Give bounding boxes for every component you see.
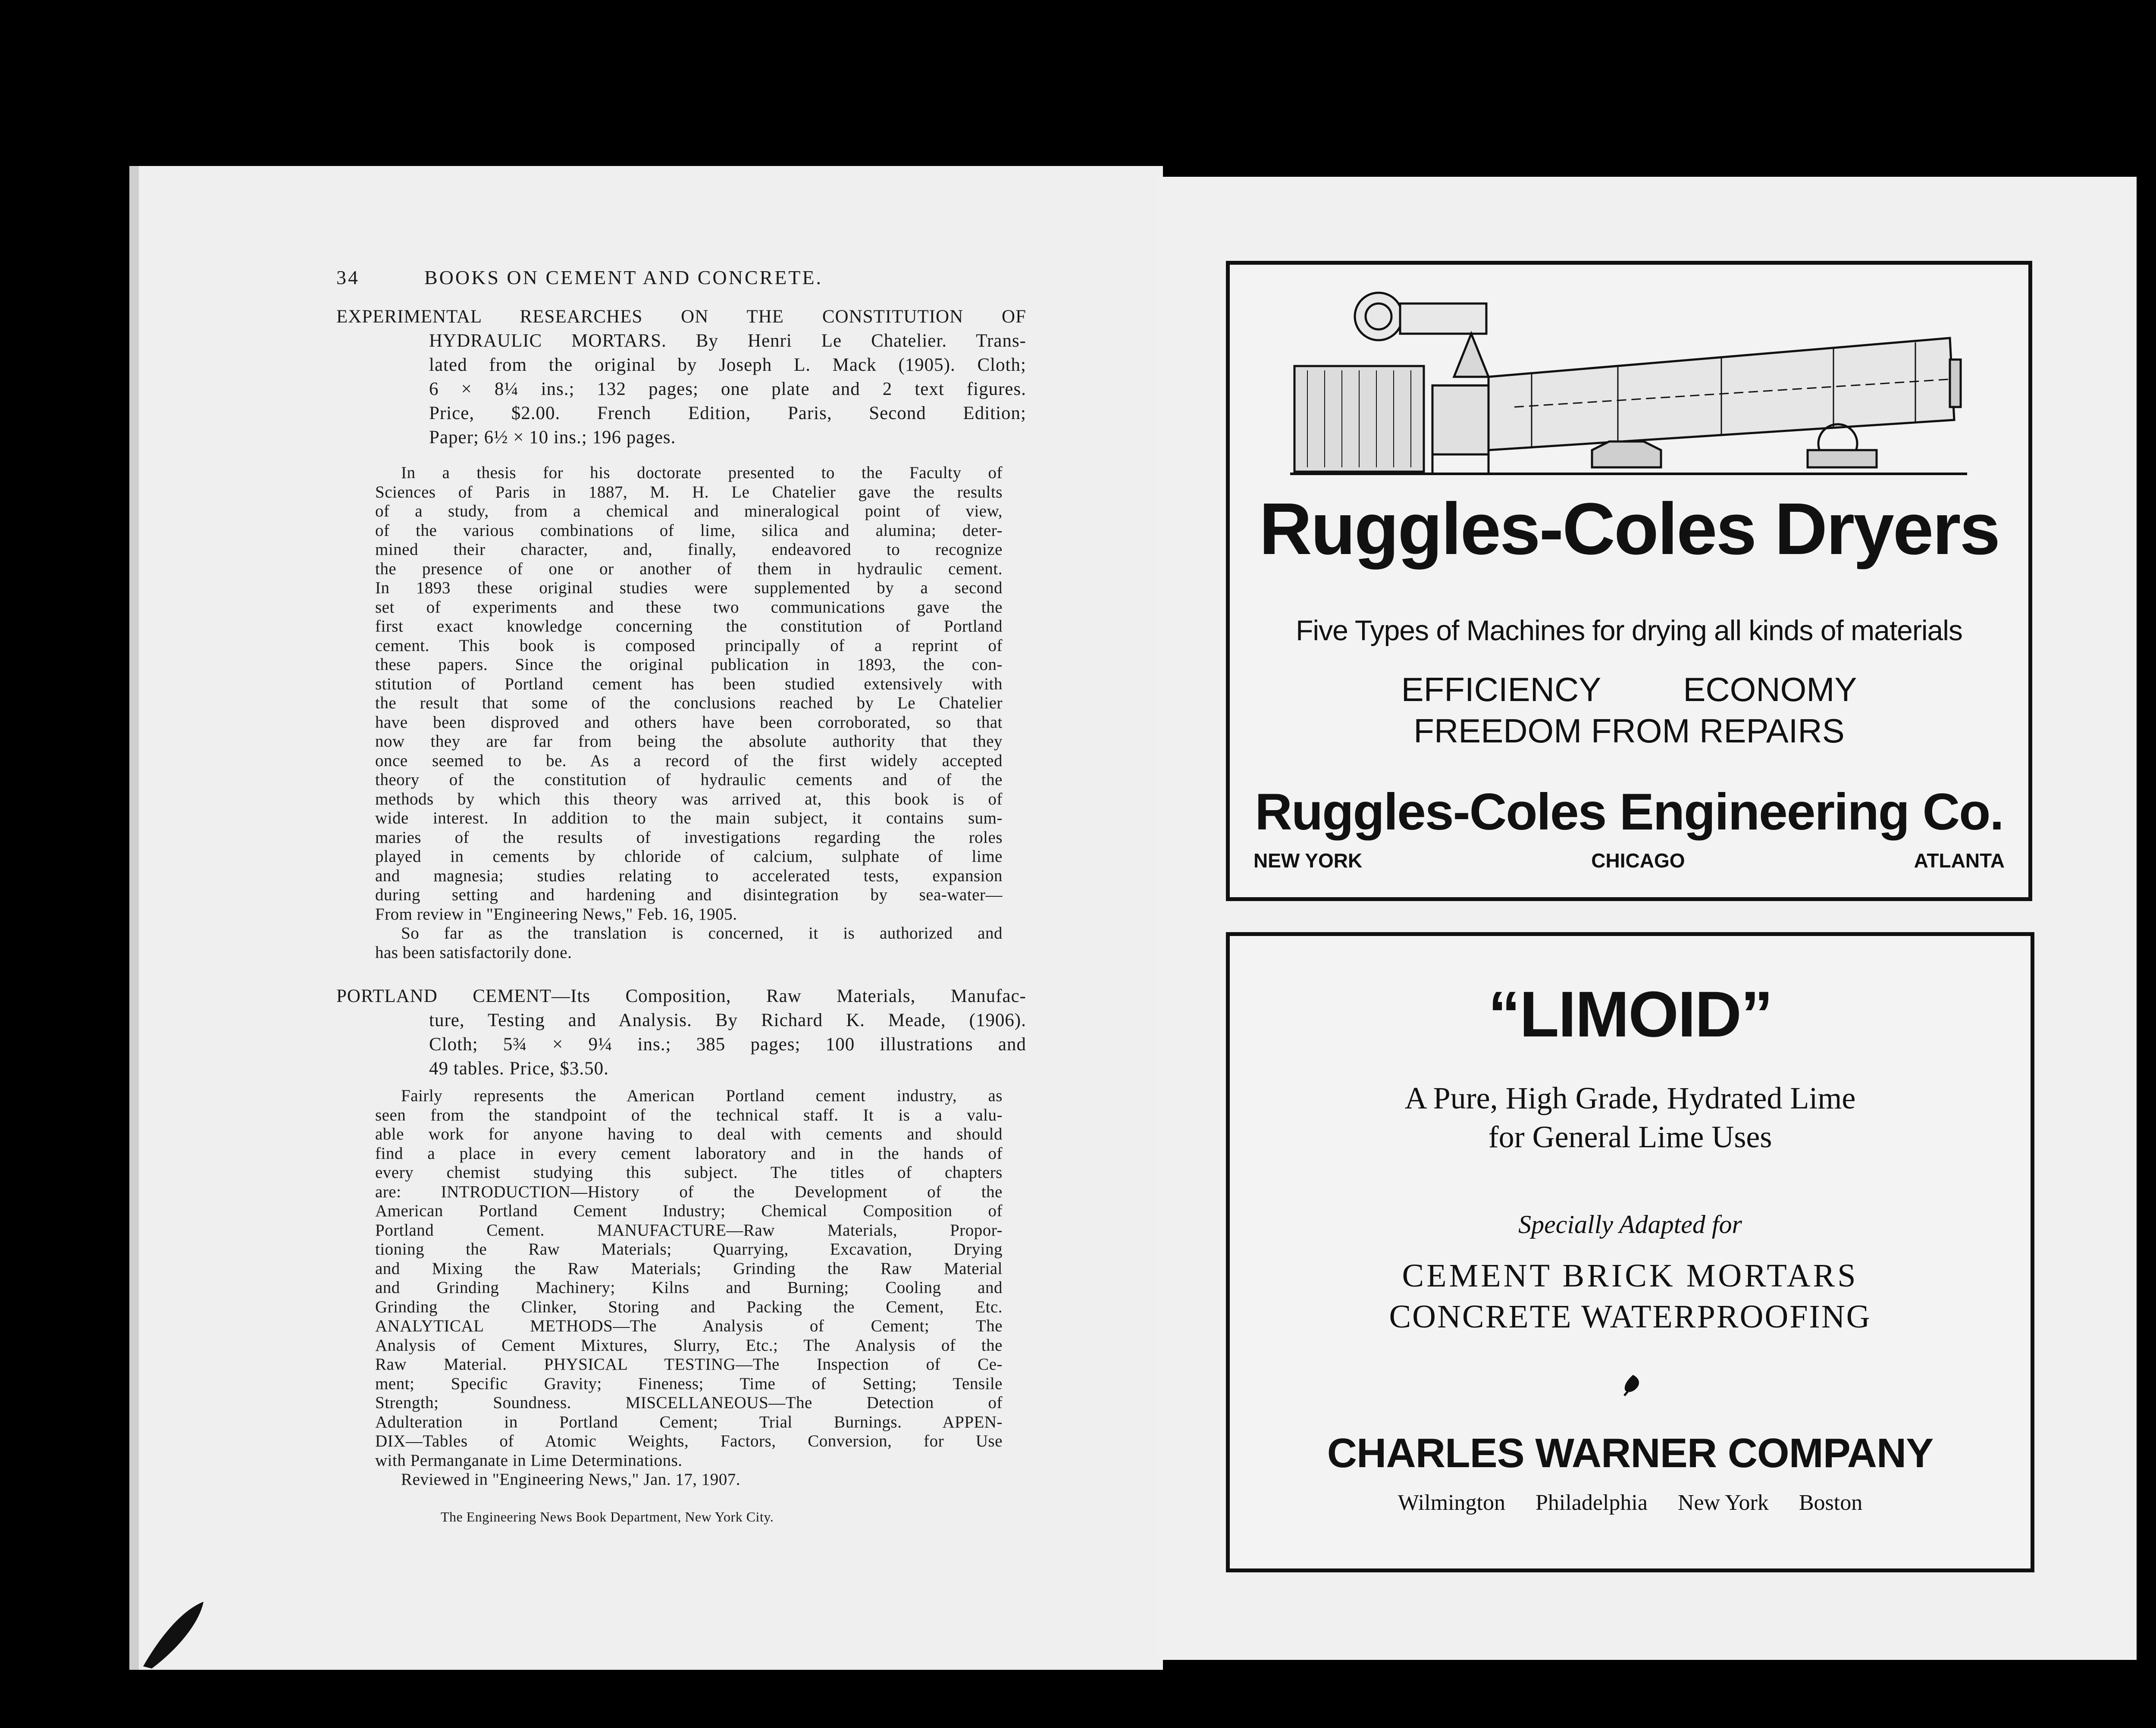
text-line: has been satisfactorily done. — [375, 943, 572, 962]
text-line: ment; Specific Gravity; Fineness; Time of Setting; Tensile — [375, 1374, 1003, 1393]
ruggles-coles-ad — [1226, 261, 2032, 901]
text-line: From review in "Engineering News," Feb. 16, 1905. — [375, 905, 737, 923]
text-line: 49 tables. Price, $3.50. — [429, 1058, 609, 1079]
ruggles-title: Ruggles-Coles Dryers — [1259, 488, 1999, 570]
text-line: So far as the translation is concerned, it is authorized and — [401, 924, 1003, 942]
text-line: find a place in every cement laboratory and in the hands of — [375, 1144, 1003, 1163]
text-line: PORTLAND CEMENT—Its Composition, Raw Materials, Manufac- — [336, 986, 1026, 1006]
text-line: HYDRAULIC MORTARS. By Henri Le Chatelier. Trans- — [429, 331, 1026, 351]
limoid-line1: A Pure, High Grade, Hydrated Lime — [1404, 1081, 1856, 1115]
text-line: and magnesia; studies relating to accelerated tests, expansion — [375, 866, 1003, 885]
text-line: stitution of Portland cement has been studied extensively with — [375, 674, 1003, 693]
text-line: Raw Material. PHYSICAL TESTING—The Inspection of Ce- — [375, 1355, 1003, 1374]
finger-shadow — [135, 1576, 221, 1671]
city-new-york-2: New York — [1677, 1490, 1769, 1515]
text-line: cement. This book is composed principally of a reprint of — [375, 636, 1003, 655]
text-line: every chemist studying this subject. The titles of chapters — [375, 1163, 1003, 1182]
city-atlanta: ATLANTA — [1914, 849, 2005, 872]
city-new-york: NEW YORK — [1253, 849, 1363, 872]
text-line: set of experiments and these two communications gave the — [375, 598, 1003, 617]
city-wilmington: Wilmington — [1398, 1490, 1505, 1515]
right-page — [1156, 177, 2137, 1660]
text-line: ture, Testing and Analysis. By Richard K. Meade, (1906). — [429, 1010, 1026, 1030]
text-line: American Portland Cement Industry; Chemical Composition of — [375, 1202, 1003, 1220]
ruggles-company: Ruggles-Coles Engineering Co. — [1255, 783, 2003, 841]
feature-freedom: FREEDOM FROM REPAIRS — [1413, 712, 1845, 750]
left-page — [129, 166, 1163, 1670]
text-line: able work for anyone having to deal with cements and should — [375, 1125, 1003, 1143]
limoid-uses-2: CONCRETE WATERPROOFING — [1389, 1299, 1871, 1335]
text-line: ANALYTICAL METHODS—The Analysis of Cement; The — [375, 1317, 1003, 1335]
text-line: first exact knowledge concerning the constitution of Portland — [375, 617, 1003, 635]
text-line: Analysis of Cement Mixtures, Slurry, Etc.; The Analysis of the — [375, 1336, 1003, 1355]
limoid-uses-1: CEMENT BRICK MORTARS — [1402, 1258, 1858, 1294]
text-line: EXPERIMENTAL RESEARCHES ON THE CONSTITUTION OF — [336, 307, 1026, 327]
text-line: mined their character, and, finally, endeavored to recognize — [375, 540, 1003, 559]
page-number: 34 — [336, 266, 360, 288]
text-line: of a study, from a chemical and mineralogical point of view, — [375, 502, 1003, 520]
running-head-title: BOOKS ON CEMENT AND CONCRETE. — [424, 266, 823, 288]
text-line: the presence of one or another of them in hydraulic cement. — [375, 559, 1003, 578]
text-line: maries of the results of investigations regarding the roles — [375, 828, 1003, 847]
text-line: Fairly represents the American Portland cement industry, as — [401, 1086, 1003, 1105]
ruggles-subtitle: Five Types of Machines for drying all kinds of materials — [1296, 614, 1962, 646]
text-line: tioning the Raw Materials; Quarrying, Excavation, Drying — [375, 1240, 1003, 1258]
text-line: and Mixing the Raw Materials; Grinding the Raw Material — [375, 1259, 1003, 1278]
entry-1-heading — [336, 305, 1026, 450]
text-line: 6 × 8¼ ins.; 132 pages; one plate and 2 text figures. — [429, 379, 1026, 399]
text-line: Price, $2.00. French Edition, Paris, Second Edition; — [429, 403, 1026, 423]
text-line: Portland Cement. MANUFACTURE—Raw Materials, Propor- — [375, 1221, 1003, 1240]
text-line: methods by which this theory was arrived at, this book is of — [375, 789, 1003, 808]
ruggles-cities — [1253, 849, 2005, 872]
text-line: Reviewed in "Engineering News," Jan. 17, 1907. — [401, 1470, 741, 1489]
feature-economy: ECONOMY — [1683, 670, 1857, 708]
text-line: and Grinding Machinery; Kilns and Burning; Cooling and — [375, 1278, 1003, 1297]
entry-2-review — [375, 1086, 1003, 1490]
text-line: wide interest. In addition to the main subject, it contains sum- — [375, 809, 1003, 827]
entry-1-review — [375, 463, 1003, 962]
text-line: Paper; 6½ × 10 ins.; 196 pages. — [429, 427, 676, 448]
text-line: the result that some of the conclusions reached by Le Chatelier — [375, 694, 1003, 712]
limoid-adapted: Specially Adapted for — [1518, 1210, 1742, 1239]
text-line: In 1893 these original studies were supplemented by a second — [375, 579, 1003, 597]
text-line: are: INTRODUCTION—History of the Development of the — [375, 1182, 1003, 1201]
text-line: Grinding the Clinker, Storing and Packing the Cement, Etc. — [375, 1297, 1003, 1316]
limoid-ad — [1226, 932, 2034, 1572]
ruggles-features-line1 — [1230, 670, 2028, 709]
text-line: theory of the constitution of hydraulic cements and of the — [375, 770, 1003, 789]
text-line: with Permanganate in Lime Determinations. — [375, 1451, 683, 1470]
city-chicago: CHICAGO — [1591, 849, 1685, 872]
warner-company: CHARLES WARNER COMPANY — [1327, 1430, 1934, 1476]
leaf-ornament-icon — [1620, 1371, 1646, 1397]
text-line: Sciences of Paris in 1887, M. H. Le Chatelier gave the results — [375, 482, 1003, 501]
text-line: once seemed to be. As a record of the first widely accepted — [375, 751, 1003, 770]
page-footer: The Engineering News Book Department, New York City. — [441, 1509, 774, 1525]
text-line: Strength; Soundness. MISCELLANEOUS—The Detection of — [375, 1393, 1003, 1412]
text-line: these papers. Since the original publication in 1893, the con- — [375, 655, 1003, 674]
feature-efficiency: EFFICIENCY — [1401, 670, 1601, 708]
text-line: In a thesis for his doctorate presented to the Faculty of — [401, 463, 1003, 482]
text-line: lated from the original by Joseph L. Mack (1905). Cloth; — [429, 355, 1026, 375]
warner-cities — [1230, 1490, 2031, 1515]
limoid-title: “LIMOID” — [1488, 978, 1772, 1050]
text-line: have been disproved and others have been corroborated, so that — [375, 713, 1003, 732]
text-line: now they are far from being the absolute authority that they — [375, 732, 1003, 751]
city-boston: Boston — [1799, 1490, 1863, 1515]
entry-2-heading — [336, 984, 1026, 1081]
text-line: Cloth; 5¾ × 9¼ ins.; 385 pages; 100 illustrations and — [429, 1034, 1026, 1055]
running-head — [336, 266, 1069, 289]
text-line: DIX—Tables of Atomic Weights, Factors, Conversion, for Use — [375, 1432, 1003, 1450]
text-line: during setting and hardening and disintegration by sea-water— — [375, 886, 1003, 904]
limoid-line2: for General Lime Uses — [1488, 1120, 1772, 1154]
text-line: played in cements by chloride of calcium, sulphate of lime — [375, 847, 1003, 866]
text-line: seen from the standpoint of the technical staff. It is a valu- — [375, 1105, 1003, 1124]
text-line: Adulteration in Portland Cement; Trial Burnings. APPEN- — [375, 1412, 1003, 1431]
city-philadelphia: Philadelphia — [1535, 1490, 1648, 1515]
text-line: of the various combinations of lime, silica and alumina; deter- — [375, 521, 1003, 540]
rotary-dryer-illustration — [1290, 278, 1976, 480]
